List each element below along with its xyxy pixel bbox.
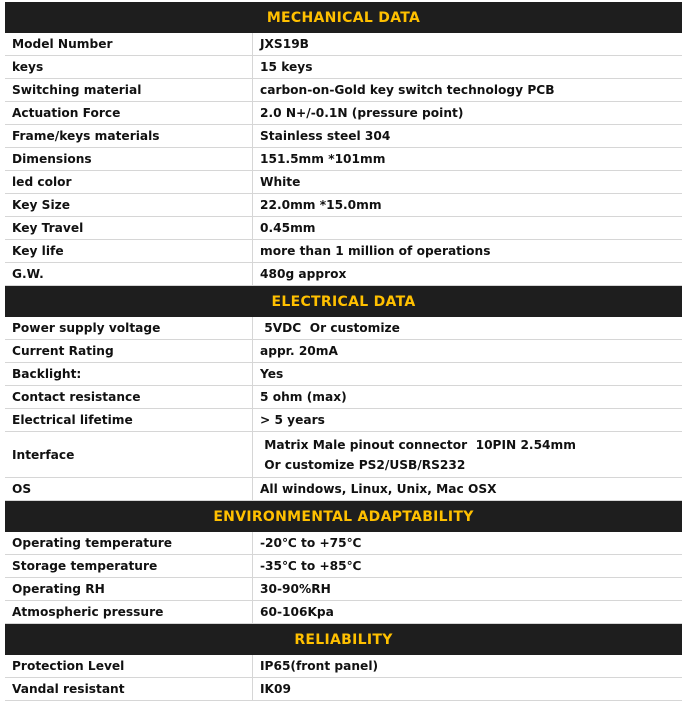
spec-value: All windows, Linux, Unix, Mac OSX — [260, 482, 497, 496]
spec-label: OS — [5, 478, 253, 500]
spec-label: Backlight: — [5, 363, 253, 385]
spec-label: Current Rating — [5, 340, 253, 362]
section-title: MECHANICAL DATA — [266, 9, 421, 26]
spec-row — [5, 532, 682, 555]
spec-value: 30-90%RH — [260, 582, 331, 596]
spec-row — [5, 578, 682, 601]
spec-row — [5, 317, 682, 340]
spec-value: -20℃ to +75℃ — [260, 536, 362, 550]
spec-row — [5, 678, 682, 701]
spec-value: more than 1 million of operations — [260, 244, 491, 258]
spec-value: IP65(front panel) — [260, 659, 379, 673]
spec-row — [5, 432, 682, 478]
spec-label: Atmospheric pressure — [5, 601, 253, 623]
spec-label: Actuation Force — [5, 102, 253, 124]
spec-label: Dimensions — [5, 148, 253, 170]
spec-value-line2: Or customize PS2/USB/RS232 — [260, 457, 466, 472]
spec-row — [5, 171, 682, 194]
spec-sheet — [5, 2, 682, 701]
spec-row — [5, 125, 682, 148]
spec-label: Interface — [5, 432, 253, 477]
spec-row — [5, 263, 682, 286]
spec-row — [5, 555, 682, 578]
spec-row — [5, 102, 682, 125]
spec-value: 151.5mm *101mm — [260, 152, 386, 166]
section-title: ELECTRICAL DATA — [271, 293, 416, 310]
spec-value: 15 keys — [260, 60, 313, 74]
spec-row — [5, 240, 682, 263]
spec-value: 5VDC Or customize — [260, 321, 400, 335]
section-header-reliability — [5, 624, 682, 655]
spec-label: Operating RH — [5, 578, 253, 600]
spec-row — [5, 601, 682, 624]
spec-label: Key Size — [5, 194, 253, 216]
spec-value: -35℃ to +85℃ — [260, 559, 362, 573]
spec-label: Key life — [5, 240, 253, 262]
spec-row — [5, 217, 682, 240]
section-header-environmental — [5, 501, 682, 532]
spec-row — [5, 340, 682, 363]
spec-row — [5, 79, 682, 102]
spec-label: Operating temperature — [5, 532, 253, 554]
spec-label: Electrical lifetime — [5, 409, 253, 431]
spec-row — [5, 478, 682, 501]
spec-label: Frame/keys materials — [5, 125, 253, 147]
spec-row — [5, 148, 682, 171]
spec-value: 0.45mm — [260, 221, 316, 235]
spec-row — [5, 386, 682, 409]
spec-label: Switching material — [5, 79, 253, 101]
spec-value: 5 ohm (max) — [260, 390, 347, 404]
spec-value: IK09 — [260, 682, 291, 696]
spec-label: Power supply voltage — [5, 317, 253, 339]
spec-value: Stainless steel 304 — [260, 129, 391, 143]
spec-label: Protection Level — [5, 655, 253, 677]
spec-row — [5, 56, 682, 79]
spec-label: Model Number — [5, 33, 253, 55]
spec-row — [5, 194, 682, 217]
section-title: RELIABILITY — [294, 631, 393, 648]
spec-value: > 5 years — [260, 413, 325, 427]
spec-row — [5, 655, 682, 678]
section-header-mechanical — [5, 2, 682, 33]
spec-label: keys — [5, 56, 253, 78]
spec-value: 22.0mm *15.0mm — [260, 198, 382, 212]
spec-row — [5, 33, 682, 56]
spec-value: 60-106Kpa — [260, 605, 334, 619]
spec-label: Contact resistance — [5, 386, 253, 408]
section-title: ENVIRONMENTAL ADAPTABILITY — [213, 508, 474, 525]
spec-row — [5, 363, 682, 386]
spec-label: G.W. — [5, 263, 253, 285]
spec-value: appr. 20mA — [260, 344, 338, 358]
spec-value: carbon-on-Gold key switch technology PCB — [260, 83, 555, 97]
spec-value: Matrix Male pinout connector 10PIN 2.54mm — [260, 437, 576, 452]
spec-label: Key Travel — [5, 217, 253, 239]
spec-label: Vandal resistant — [5, 678, 253, 700]
spec-value: 480g approx — [260, 267, 347, 281]
spec-value: JXS19B — [260, 37, 309, 51]
section-header-electrical — [5, 286, 682, 317]
spec-label: led color — [5, 171, 253, 193]
spec-label: Storage temperature — [5, 555, 253, 577]
spec-value: Yes — [260, 367, 284, 381]
spec-row — [5, 409, 682, 432]
spec-value: 2.0 N+/-0.1N (pressure point) — [260, 106, 464, 120]
spec-value: White — [260, 175, 301, 189]
